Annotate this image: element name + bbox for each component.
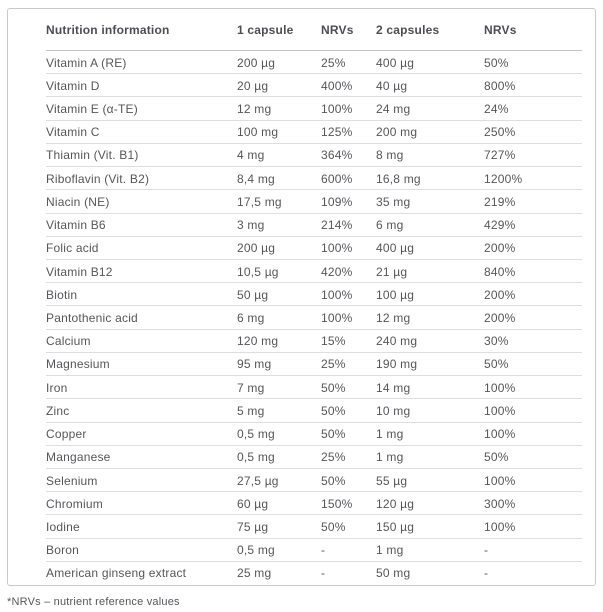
cell-2-capsules-nrv: 429% — [484, 218, 516, 233]
cell-1-capsule-amount: 75 µg — [237, 519, 269, 534]
cell-2-capsules-nrv: 100% — [484, 380, 516, 395]
cell-1-capsule-nrv: 214% — [321, 218, 353, 233]
cell-nutrient-name: Selenium — [46, 473, 98, 488]
cell-1-capsule-nrv: 364% — [321, 148, 353, 163]
cell-2-capsules-amount: 40 µg — [376, 78, 408, 93]
cell-nutrient-name: Zinc — [46, 403, 70, 418]
cell-2-capsules-amount: 150 µg — [376, 519, 415, 534]
cell-2-capsules-nrv: 100% — [484, 403, 516, 418]
cell-nutrient-name: Vitamin D — [46, 78, 100, 93]
cell-2-capsules-amount: 400 µg — [376, 55, 415, 70]
cell-1-capsule-nrv: 420% — [321, 264, 353, 279]
cell-1-capsule-amount: 200 µg — [237, 241, 276, 256]
cell-2-capsules-amount: 190 mg — [376, 357, 418, 372]
cell-2-capsules-amount: 6 mg — [376, 218, 404, 233]
cell-1-capsule-amount: 95 mg — [237, 357, 272, 372]
cell-1-capsule-nrv: 400% — [321, 78, 353, 93]
cell-2-capsules-nrv: 30% — [484, 334, 509, 349]
cell-1-capsule-amount: 4 mg — [237, 148, 265, 163]
cell-nutrient-name: Calcium — [46, 334, 91, 349]
cell-1-capsule-amount: 0,5 mg — [237, 543, 275, 558]
cell-1-capsule-nrv: 50% — [321, 403, 346, 418]
cell-nutrient-name: Niacin (NE) — [46, 194, 110, 209]
table-row — [8, 214, 595, 237]
cell-1-capsule-nrv: - — [321, 543, 326, 558]
cell-2-capsules-nrv: 840% — [484, 264, 516, 279]
cell-2-capsules-amount: 400 µg — [376, 241, 415, 256]
cell-1-capsule-amount: 5 mg — [237, 403, 265, 418]
cell-1-capsule-amount: 0,5 mg — [237, 450, 275, 465]
cell-1-capsule-amount: 120 mg — [237, 334, 279, 349]
cell-2-capsules-nrv: 50% — [484, 450, 509, 465]
nutrition-table — [7, 8, 596, 586]
cell-2-capsules-amount: 16,8 mg — [376, 171, 421, 186]
header-1-capsule: 1 capsule — [237, 23, 294, 37]
cell-nutrient-name: Vitamin C — [46, 125, 100, 140]
cell-nutrient-name: American ginseng extract — [46, 566, 187, 581]
cell-2-capsules-amount: 50 mg — [376, 566, 411, 581]
cell-2-capsules-nrv: 219% — [484, 194, 516, 209]
table-row — [8, 190, 595, 213]
cell-1-capsule-nrv: 50% — [321, 473, 346, 488]
table-row — [8, 399, 595, 422]
cell-nutrient-name: Folic acid — [46, 241, 99, 256]
header-nrvs-1: NRVs — [321, 23, 354, 37]
table-row — [8, 167, 595, 190]
table-row — [8, 353, 595, 376]
table-row — [8, 144, 595, 167]
cell-nutrient-name: Manganese — [46, 450, 111, 465]
cell-2-capsules-amount: 10 mg — [376, 403, 411, 418]
table-row — [8, 97, 595, 120]
cell-nutrient-name: Chromium — [46, 496, 103, 511]
cell-nutrient-name: Vitamin A (RE) — [46, 55, 127, 70]
cell-nutrient-name: Copper — [46, 427, 87, 442]
cell-2-capsules-amount: 8 mg — [376, 148, 404, 163]
cell-2-capsules-nrv: 50% — [484, 55, 509, 70]
cell-1-capsule-nrv: 25% — [321, 450, 346, 465]
cell-1-capsule-amount: 7 mg — [237, 380, 265, 395]
cell-2-capsules-amount: 12 mg — [376, 311, 411, 326]
cell-1-capsule-amount: 3 mg — [237, 218, 265, 233]
cell-2-capsules-amount: 24 mg — [376, 102, 411, 117]
nrv-footnote: *NRVs – nutrient reference values — [7, 596, 180, 608]
cell-2-capsules-nrv: 200% — [484, 287, 516, 302]
cell-nutrient-name: Magnesium — [46, 357, 110, 372]
cell-2-capsules-amount: 21 µg — [376, 264, 408, 279]
cell-2-capsules-amount: 14 mg — [376, 380, 411, 395]
cell-nutrient-name: Riboflavin (Vit. B2) — [46, 171, 150, 186]
cell-2-capsules-nrv: 100% — [484, 427, 516, 442]
table-row — [8, 74, 595, 97]
cell-1-capsule-nrv: 100% — [321, 241, 353, 256]
cell-1-capsule-amount: 60 µg — [237, 496, 269, 511]
cell-2-capsules-amount: 1 mg — [376, 543, 404, 558]
cell-2-capsules-nrv: 1200% — [484, 171, 523, 186]
cell-2-capsules-amount: 1 mg — [376, 450, 404, 465]
cell-1-capsule-amount: 17,5 mg — [237, 194, 282, 209]
cell-1-capsule-amount: 8,4 mg — [237, 171, 275, 186]
table-row — [8, 469, 595, 492]
cell-1-capsule-nrv: 100% — [321, 311, 353, 326]
cell-2-capsules-nrv: 24% — [484, 102, 509, 117]
cell-2-capsules-nrv: 200% — [484, 241, 516, 256]
table-row — [8, 492, 595, 515]
cell-1-capsule-amount: 0,5 mg — [237, 427, 275, 442]
cell-1-capsule-nrv: 15% — [321, 334, 346, 349]
cell-2-capsules-nrv: 300% — [484, 496, 516, 511]
cell-1-capsule-nrv: 125% — [321, 125, 353, 140]
table-row — [8, 283, 595, 306]
cell-1-capsule-amount: 12 mg — [237, 102, 272, 117]
cell-nutrient-name: Vitamin B6 — [46, 218, 106, 233]
cell-1-capsule-amount: 200 µg — [237, 55, 276, 70]
table-row — [8, 51, 595, 74]
cell-1-capsule-nrv: - — [321, 566, 326, 581]
cell-2-capsules-amount: 1 mg — [376, 427, 404, 442]
cell-2-capsules-nrv: 200% — [484, 311, 516, 326]
cell-1-capsule-nrv: 25% — [321, 357, 346, 372]
cell-nutrient-name: Thiamin (Vit. B1) — [46, 148, 139, 163]
cell-1-capsule-amount: 50 µg — [237, 287, 269, 302]
table-row — [8, 446, 595, 469]
table-row — [8, 539, 595, 562]
table-body — [8, 51, 595, 585]
cell-2-capsules-amount: 200 mg — [376, 125, 418, 140]
cell-1-capsule-nrv: 600% — [321, 171, 353, 186]
cell-1-capsule-nrv: 100% — [321, 287, 353, 302]
cell-2-capsules-amount: 35 mg — [376, 194, 411, 209]
cell-2-capsules-nrv: 800% — [484, 78, 516, 93]
cell-1-capsule-amount: 100 mg — [237, 125, 279, 140]
table-row — [8, 423, 595, 446]
cell-2-capsules-nrv: 250% — [484, 125, 516, 140]
cell-nutrient-name: Pantothenic acid — [46, 311, 138, 326]
cell-1-capsule-amount: 6 mg — [237, 311, 265, 326]
table-row — [8, 376, 595, 399]
cell-1-capsule-amount: 27,5 µg — [237, 473, 279, 488]
table-row — [8, 121, 595, 144]
table-row — [8, 515, 595, 538]
table-row — [8, 260, 595, 283]
table-row — [8, 562, 595, 585]
cell-2-capsules-nrv: 50% — [484, 357, 509, 372]
cell-2-capsules-amount: 100 µg — [376, 287, 415, 302]
table-header-row — [8, 9, 595, 51]
cell-nutrient-name: Iodine — [46, 519, 80, 534]
cell-nutrient-name: Boron — [46, 543, 80, 558]
cell-2-capsules-nrv: 100% — [484, 473, 516, 488]
cell-1-capsule-nrv: 50% — [321, 380, 346, 395]
table-row — [8, 237, 595, 260]
cell-2-capsules-nrv: - — [484, 566, 489, 581]
cell-nutrient-name: Vitamin B12 — [46, 264, 113, 279]
cell-2-capsules-nrv: - — [484, 543, 489, 558]
cell-2-capsules-amount: 240 mg — [376, 334, 418, 349]
cell-1-capsule-nrv: 100% — [321, 102, 353, 117]
cell-1-capsule-amount: 10,5 µg — [237, 264, 279, 279]
cell-1-capsule-nrv: 109% — [321, 194, 353, 209]
cell-1-capsule-nrv: 50% — [321, 519, 346, 534]
cell-nutrient-name: Vitamin E (α-TE) — [46, 102, 138, 117]
cell-1-capsule-amount: 20 µg — [237, 78, 269, 93]
cell-nutrient-name: Biotin — [46, 287, 78, 302]
cell-2-capsules-amount: 120 µg — [376, 496, 415, 511]
table-row — [8, 306, 595, 329]
table-row — [8, 330, 595, 353]
cell-1-capsule-amount: 25 mg — [237, 566, 272, 581]
cell-nutrient-name: Iron — [46, 380, 68, 395]
cell-1-capsule-nrv: 50% — [321, 427, 346, 442]
cell-2-capsules-nrv: 100% — [484, 519, 516, 534]
cell-2-capsules-nrv: 727% — [484, 148, 516, 163]
header-nutrition-information: Nutrition information — [46, 23, 170, 37]
cell-2-capsules-amount: 55 µg — [376, 473, 408, 488]
cell-1-capsule-nrv: 150% — [321, 496, 353, 511]
cell-1-capsule-nrv: 25% — [321, 55, 346, 70]
header-nrvs-2: NRVs — [484, 23, 517, 37]
header-2-capsules: 2 capsules — [376, 23, 440, 37]
